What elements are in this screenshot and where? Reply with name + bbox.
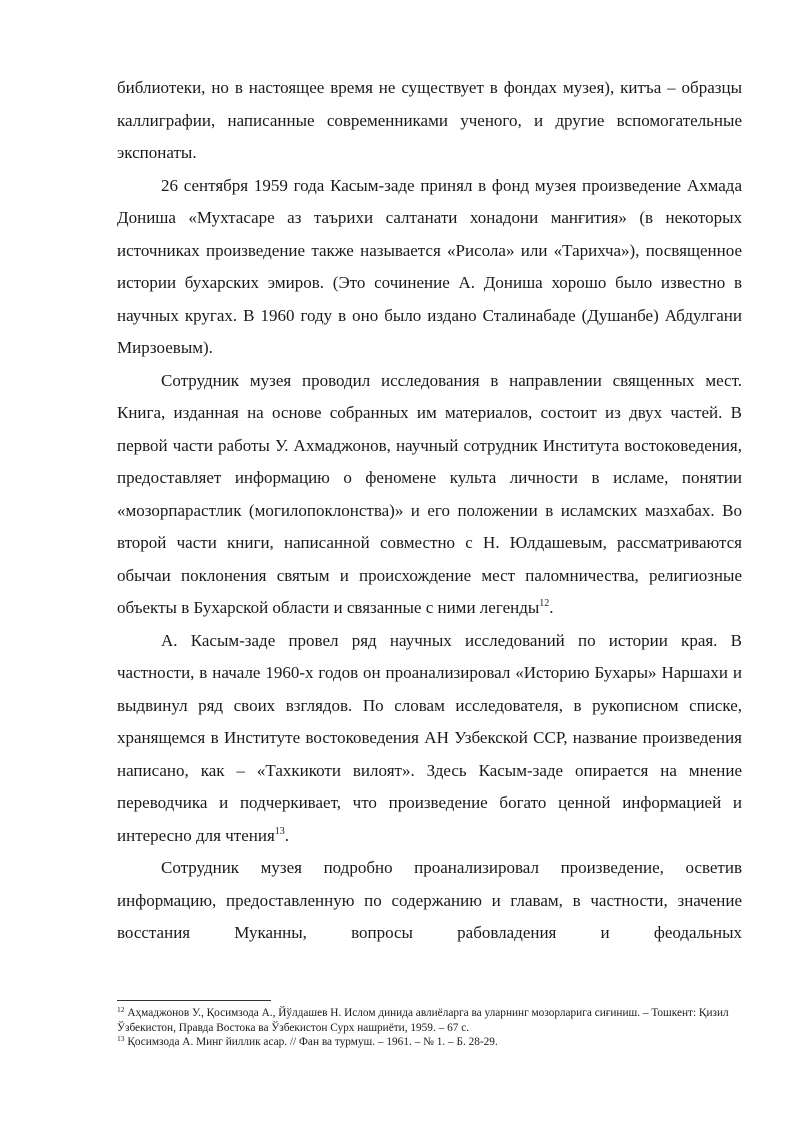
footnote-number: 13 <box>117 1034 125 1043</box>
footnote <box>117 1035 742 1050</box>
paragraph: библиотеки, но в настоящее время не существует в фондах музея), китъа – образцы каллиграфии, написанные современниками ученого, и другие вспомогательные экспонаты. <box>117 78 742 162</box>
body-text <box>117 72 742 950</box>
footnote-text: Қосимзода А. Минг йиллик асар. // Фан ва турмуш. – 1961. – № 1. – Б. 28-29. <box>127 1036 498 1048</box>
footnote-ref: 13 <box>274 825 285 837</box>
footnote <box>117 1006 742 1035</box>
footnote-ref: 12 <box>539 598 550 609</box>
footnote-text: Аҳмаджонов У., Қосимзода А., Йўлдашев Н. Ислом динида авлиёларга ва уларнинг мозорларига сиғиниш. – Тошкент: Қизил Ўзбекистон, Правда Востока ва Ўзбекистон Сурх нашриёти, 1959. – 67 с. <box>117 1007 729 1034</box>
paragraph: А. Касым-заде провел ряд научных исследований по истории края. В частности, в начале 1960-х годов он проанализировал «Историю Бухары» Наршахи и выдвинул ряд своих взглядов. По словам исследователя, в рукописном списке, хранящемся в Институте востоковедения АН Узбекской ССР, название произведения написано, как – «Тахкикоти вилоят». Здесь Касым-заде опирается на мнение переводчика и подчеркивает, что произведение богато ценной информацией и интересно для чтения$^{13}$. <box>117 630 742 845</box>
footnotes <box>117 1006 742 1050</box>
footnote-number: 12 <box>117 1005 125 1014</box>
paragraph: Сотрудник музея проводил исследования в направлении священных мест. Книга, изданная на основе собранных им материалов, состоит из двух частей. В первой части работы У. Ахмаджонов, научный сотрудник Института востоковедения, предоставляет информацию о феномене культа личности в исламе, понятии «мозорпарастлик (могилопоклонства)» и его положении в исламских мазхабах. Во второй части книги, написанной совместно с Н. Юлдашевым, рассматриваются обычаи поклонения святым и происхождение мест паломничества, религиозные объекты в Бухарской области и связанные с ними легенды$^{12}$. <box>117 370 742 617</box>
paragraph: 26 сентября 1959 года Касым-заде принял в фонд музея произведение Ахмада Дониша «Мухтасаре аз таърихи салтанати хонадони манғития» (в некоторых источниках произведение также называется «Рисола» или «Тарихча»), посвященное истории бухарских эмиров. (Это сочинение А. Дониша хорошо было известно в научных кругах. В 1960 году в оно было издано Сталинабаде (Душанбе) Абдулгани Мирзоевым). <box>117 175 742 357</box>
paragraph: Сотрудник музея подробно проанализировал произведение, осветив информацию, предоставленную по содержанию и главам, в частности, значение восстания Муканны, вопросы рабовладения и феодальных <box>117 858 742 942</box>
footnote-separator <box>117 1000 271 1001</box>
